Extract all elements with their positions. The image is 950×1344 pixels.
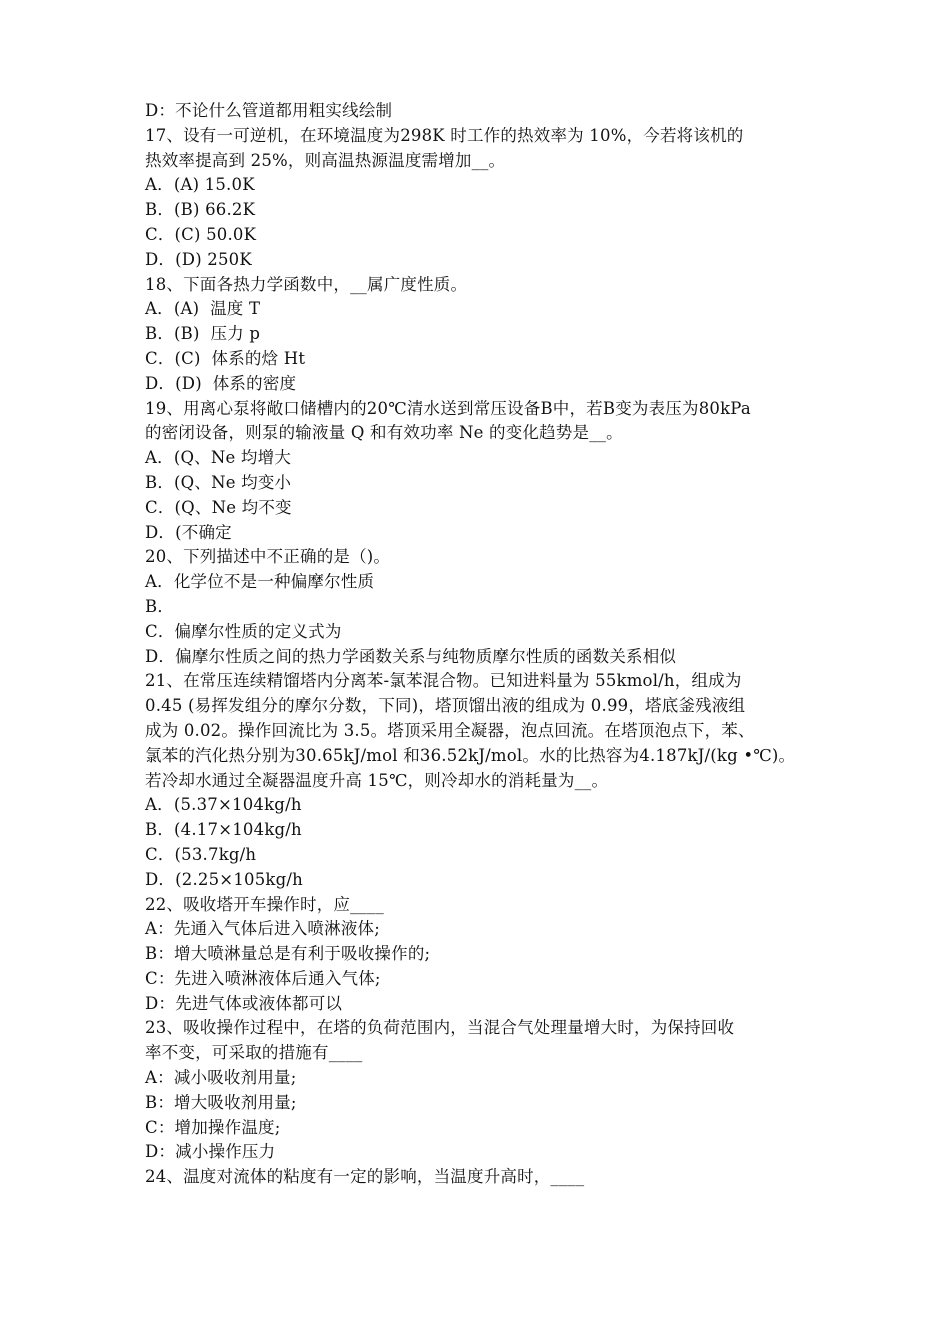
question-22-option-d: D：先进气体或液体都可以 (145, 993, 343, 1013)
question-19-option-a: A．(Q、Ne 均增大 (145, 448, 292, 468)
question-20-stem: 20、下列描述中不正确的是（)。 (145, 547, 391, 567)
question-17-stem-cont: 热效率提高到 25%，则高温热源温度需增加__。 (145, 150, 506, 170)
question-17-option-a: A．(A) 15.0K (145, 175, 255, 195)
question-20-option-b: B． (145, 596, 175, 616)
question-19-stem: 19、用离心泵将敞口储槽内的20℃清水送到常压设备B中，若B变为表压为80kPa (145, 398, 751, 418)
question-20-option-a: A．化学位不是一种偏摩尔性质 (145, 572, 375, 592)
question-19-option-b: B．(Q、Ne 均变小 (145, 472, 292, 492)
question-21-option-b: B．(4.17×104kg/h (145, 820, 302, 840)
question-21-option-a: A．(5.37×104kg/h (145, 795, 302, 815)
question-18-option-d: D．(D) 体系的密度 (145, 373, 297, 393)
question-21-stem-cont: 0.45 (易挥发组分的摩尔分数，下同)，塔顶馏出液的组成为 0.99，塔底釜残液组 (145, 696, 746, 716)
question-21-option-d: D．(2.25×105kg/h (145, 869, 303, 889)
question-19-option-c: C．(Q、Ne 均不变 (145, 497, 292, 517)
question-23-stem-cont: 率不变，可采取的措施有____ (145, 1043, 363, 1063)
question-17-option-c: C．(C) 50.0K (145, 224, 257, 244)
question-23-option-d: D：减小操作压力 (145, 1142, 276, 1162)
question-18-option-c: C．(C) 体系的焓 Ht (145, 348, 306, 368)
question-23-option-b: B：增大吸收剂用量; (145, 1092, 297, 1112)
question-18-stem: 18、下面各热力学函数中，__属广度性质。 (145, 274, 468, 294)
question-21-stem-cont: 氯苯的汽化热分别为30.65kJ/mol 和36.52kJ/mol。水的比热容为4.187kJ/(kg •℃)。 (145, 745, 796, 765)
question-18-option-a: A．(A) 温度 T (145, 299, 261, 319)
question-23-stem: 23、吸收操作过程中，在塔的负荷范围内，当混合气处理量增大时，为保持回收 (145, 1018, 735, 1038)
question-17-option-d: D．(D) 250K (145, 249, 252, 269)
question-21-stem-cont: 若冷却水通过全凝器温度升高 15℃，则冷却水的消耗量为__。 (145, 770, 609, 790)
question-17-option-b: B．(B) 66.2K (145, 200, 256, 220)
question-17-stem: 17、设有一可逆机，在环境温度为298K 时工作的热效率为 10%，今若将该机的 (145, 125, 744, 145)
question-22-option-c: C：先进入喷淋液体后通入气体; (145, 968, 381, 988)
question-21-stem-cont: 成为 0.02。操作回流比为 3.5。塔顶采用全凝器，泡点回流。在塔顶泡点下，苯、 (145, 720, 755, 740)
question-23-option-c: C：增加操作温度; (145, 1117, 281, 1137)
question-22-option-a: A：先通入气体后进入喷淋液体; (145, 919, 380, 939)
question-23-option-a: A：减小吸收剂用量; (145, 1068, 297, 1088)
question-19-option-d: D．(不确定 (145, 522, 232, 542)
text-line: D：不论什么管道都用粗实线绘制 (145, 101, 393, 120)
question-20-option-d: D．偏摩尔性质之间的热力学函数关系与纯物质摩尔性质的函数关系相似 (145, 646, 677, 666)
question-22-option-b: B：增大喷淋量总是有利于吸收操作的; (145, 944, 431, 964)
question-22-stem: 22、吸收塔开车操作时，应____ (145, 894, 384, 914)
document-body (145, 99, 815, 1190)
question-21-stem: 21、在常压连续精馏塔内分离苯-氯苯混合物。已知进料量为 55kmol/h，组成为 (145, 671, 742, 691)
question-21-option-c: C．(53.7kg/h (145, 844, 257, 864)
question-20-option-c: C．偏摩尔性质的定义式为 (145, 621, 342, 641)
question-24-stem: 24、温度对流体的粘度有一定的影响，当温度升高时，____ (145, 1167, 585, 1187)
question-19-stem-cont: 的密闭设备，则泵的输液量 Q 和有效功率 Ne 的变化趋势是__。 (145, 423, 623, 443)
question-18-option-b: B．(B) 压力 p (145, 324, 261, 344)
